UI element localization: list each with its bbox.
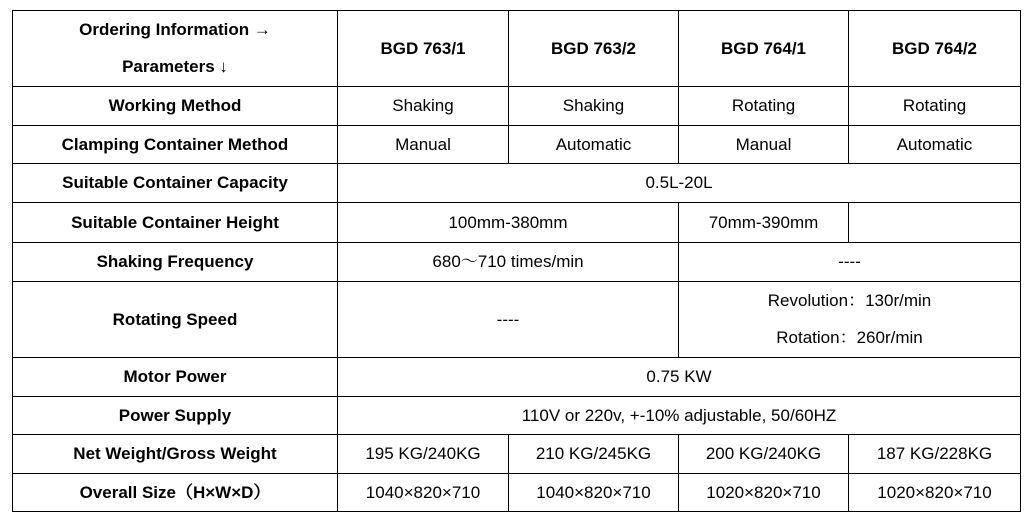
clamping-method-label: Clamping Container Method [13,126,338,164]
ordering-information-label: Ordering Information → [79,20,271,39]
row-container-capacity [13,164,1021,203]
clamping-method-763-1: Manual [338,126,509,164]
row-motor-power [13,358,1021,397]
row-working-method [13,87,1021,126]
overall-size-764-1: 1020×820×710 [679,474,849,512]
container-height-763: 100mm-380mm [338,203,679,243]
row-rotating-speed [13,282,1021,358]
overall-size-764-2: 1020×820×710 [849,474,1021,512]
container-height-764-2 [849,203,1021,243]
overall-size-763-1: 1040×820×710 [338,474,509,512]
power-supply-value: 110V or 220v, +-10% adjustable, 50/60HZ [338,397,1021,435]
model-bgd-764-2: BGD 764/2 [849,11,1021,87]
row-overall-size [13,474,1021,512]
rotating-speed-label: Rotating Speed [13,282,338,358]
row-container-height [13,203,1021,243]
working-method-763-2: Shaking [509,87,679,126]
model-bgd-763-2: BGD 763/2 [509,11,679,87]
overall-size-763-2: 1040×820×710 [509,474,679,512]
shaking-frequency-764: ---- [679,243,1021,282]
container-capacity-label: Suitable Container Capacity [13,164,338,203]
rotating-speed-763: ---- [338,282,679,358]
overall-size-label: Overall Size（H×W×D） [13,474,338,512]
parameters-label: Parameters ↓ [122,57,228,76]
shaking-frequency-763: 680～710 times/min [338,243,679,282]
row-power-supply [13,397,1021,435]
motor-power-value: 0.75 KW [338,358,1021,397]
weight-764-1: 200 KG/240KG [679,435,849,474]
rotating-speed-764 [679,282,1021,358]
clamping-method-764-2: Automatic [849,126,1021,164]
container-height-label: Suitable Container Height [13,203,338,243]
working-method-label: Working Method [13,87,338,126]
working-method-764-1: Rotating [679,87,849,126]
row-weight [13,435,1021,474]
weight-label: Net Weight/Gross Weight [13,435,338,474]
clamping-method-764-1: Manual [679,126,849,164]
header-corner-cell [13,11,338,87]
container-capacity-value: 0.5L-20L [338,164,1021,203]
row-shaking-frequency [13,243,1021,282]
row-clamping-method [13,126,1021,164]
specification-table [12,10,1021,512]
weight-763-1: 195 KG/240KG [338,435,509,474]
weight-763-2: 210 KG/245KG [509,435,679,474]
shaking-frequency-label: Shaking Frequency [13,243,338,282]
motor-power-label: Motor Power [13,358,338,397]
rotation-value: Rotation：260r/min [776,328,923,347]
model-bgd-763-1: BGD 763/1 [338,11,509,87]
weight-764-2: 187 KG/228KG [849,435,1021,474]
model-bgd-764-1: BGD 764/1 [679,11,849,87]
container-height-764-1: 70mm-390mm [679,203,849,243]
power-supply-label: Power Supply [13,397,338,435]
clamping-method-763-2: Automatic [509,126,679,164]
working-method-763-1: Shaking [338,87,509,126]
header-row [13,11,1021,87]
working-method-764-2: Rotating [849,87,1021,126]
revolution-value: Revolution：130r/min [767,291,932,310]
